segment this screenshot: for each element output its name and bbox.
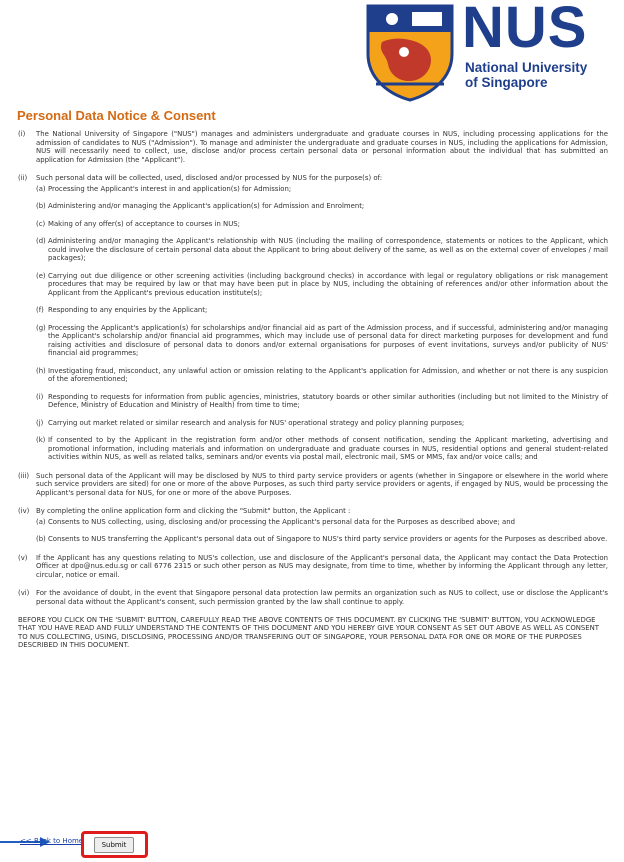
purpose-item [36,367,608,384]
item-text: Carrying out due diligence or other screening activities (including background checks) in accordance with legal or regulatory obligations or risk management procedures that may be required by law or that may have been put in place by NUS, including the obtaining of references and/or other information about the Applicant from the Applicant's previous education institute(s); [48,271,608,297]
item-number: (h) [36,366,46,375]
university-name [465,60,587,90]
section-number: (iv) [18,507,30,515]
nus-logo [364,2,614,102]
purpose-item [36,237,608,263]
item-text: Responding to any enquiries by the Applicant; [48,306,208,314]
section-iii [18,472,608,498]
purpose-item [36,185,608,194]
section-number: (ii) [18,174,28,182]
section-intro: Such personal data will be collected, used, disclosed and/or processed by NUS for the purpose(s) of: [36,174,383,182]
item-text: Processing the Applicant's interest in and application(s) for Admission; [48,184,292,193]
section-number: (vi) [18,589,30,597]
consent-item [36,535,608,544]
section-v [18,554,608,580]
section-ii [18,174,608,462]
section-vi [18,589,608,606]
section-iv [18,507,608,544]
item-number: (i) [36,392,44,401]
item-number: (b) [36,202,46,210]
section-number: (iii) [18,471,30,480]
item-text: Administering and/or managing the Applicant's application(s) for Admission and Enrolment; [48,202,365,210]
item-number: (a) [36,184,46,193]
nus-crest-icon [364,2,456,102]
section-i [18,130,608,164]
item-text: If consented to by the Applicant in the registration form and/or other methods of consent notification, sending the Applicant marketing, advertising and promotional information, including materials and information on undergraduate and graduate courses in NUS, residential options and general student-related activities within NUS, as well as related talks, seminars and/or events via postal mail, electronic mail, SMS or MMS, fax and/or voice calls; and [48,436,608,461]
section-number: (v) [18,553,28,562]
section-body [36,174,608,462]
item-text: Investigating fraud, misconduct, any unlawful action or omission relating to the Applicant's application for Admission, and whether or not there is any suspicion of the aforementioned; [48,366,608,383]
consent-item [36,518,608,527]
item-text: Administering and/or managing the Applicant's relationship with NUS (including the mailing of correspondence, statements or notices to the Applicant, which could involve the disclosure of certain personal data about the Applicant to bring about delivery of the same, as well as on the external cover of envelopes / mail packages); [48,237,608,262]
university-name-line1: National University [465,60,588,75]
notice-body [18,130,608,650]
section-text: For the avoidance of doubt, in the event that Singapore personal data protection law permits an organization such as NUS to collect, use or disclose the Applicant's personal data without the Applicant's consent, such permission granted by the law shall continue to apply. [36,589,608,606]
form-footer [0,826,624,862]
item-number: (a) [36,517,46,526]
page-title: Personal Data Notice & Consent [17,108,216,123]
nus-wordmark: NUS [462,0,588,60]
purpose-item [36,272,608,298]
purpose-item [36,220,608,229]
item-number: (d) [36,237,46,245]
item-number: (b) [36,535,46,543]
section-body [36,507,608,544]
item-number: (j) [36,418,44,427]
purpose-item [36,393,608,410]
purpose-item [36,202,608,211]
purpose-item [36,436,608,462]
university-name-line2: of Singapore [465,75,548,90]
purpose-item [36,306,608,315]
item-number: (f) [36,306,44,314]
item-text: Responding to requests for information from public agencies, ministries, statutory boards or other similar authorities (including but not limited to the Ministry of Defence, Ministry of Education and Ministry of Health) from time to time; [48,392,608,409]
item-number: (e) [36,271,46,280]
section-number: (i) [18,130,26,138]
item-number: (g) [36,323,46,332]
back-to-home-link[interactable]: << Back to Home [20,837,84,845]
section-text: The National University of Singapore ("NUS") manages and administers undergraduate and graduate courses in NUS, including processing applications for the admission of candidates to NUS ("Admission"). To manage and administer the undergraduate and graduate courses in NUS, including the applications for Admission, NUS will necessarily need to collect, use, disclose and/or process certain personal data or personal information about the individual that has submitted an application for Admission (the "Applicant"). [36,130,608,164]
item-text: Consents to NUS collecting, using, disclosing and/or processing the Applicant's personal data for the Purposes as described above; and [48,517,515,526]
submit-button[interactable]: Submit [94,837,134,853]
purpose-item [36,324,608,358]
section-intro: By completing the online application form and clicking the "Submit" button, the Applicant : [36,507,351,515]
section-text: If the Applicant has any questions relating to NUS's collection, use and disclosure of the Applicant's personal data, the Applicant may contact the Data Protection Officer at dpo@nus.edu.sg or call 6776 2315 or such other person as NUS may designate, from time to time, whether by informing the Applicant through any letter, circular, notice or email. [36,553,608,579]
purpose-item [36,419,608,428]
item-text: Consents to NUS transferring the Applicant's personal data out of Singapore to NUS's third party service providers or agents for the Purposes as described above. [48,535,608,543]
section-text: Such personal data of the Applicant will may be disclosed by NUS to third party service providers or agents (whether in Singapore or elsewhere in the world where such service providers are sited) for one or more of the above Purposes, as such third party service providers or agents, if engaged by NUS, would be processing the Applicant's personal data for NUS, for one or more of the above Purposes. [36,471,608,497]
item-number: (k) [36,436,46,444]
item-text: Carrying out market related or similar research and analysis for NUS' operational strategy and policy planning purposes; [48,418,465,427]
item-number: (c) [36,219,46,228]
item-text: Making of any offer(s) of acceptance to courses in NUS; [48,219,240,228]
item-text: Processing the Applicant's application(s) for scholarships and/or financial aid as part of the Admission process, and if successful, administering and/or managing the Applicant's scholarship and/or financial aid programmes, which may include use of personal data for direct marketing purposes for development and fund raising activities and disclosure of personal data to donors and/or external organisations for purposes of event invitations, surveys and/or publicity of NUS' financial aid programmes; [48,323,608,357]
consent-statement: BEFORE YOU CLICK ON THE 'SUBMIT' BUTTON, CAREFULLY READ THE ABOVE CONTENTS OF THIS DOCUMENT. BY CLICKING THE 'SUBMIT' BUTTON, YOU ACKNOWLEDGE THAT YOU HAVE READ AND FULLY UNDERSTAND THE CONTENTS OF THIS DOCUMENT AND YOU HEREBY GIVE YOUR CONSENT AS SET OUT ABOVE AS WELL AS CONSENT TO NUS COLLECTING, USING, DISCLOSING, PROCESSING AND/OR TRANSFERING OUT OF SINGAPORE, YOUR PERSONAL DATA FOR ONE OR MORE OF THE PURPOSES DESCRIBED IN THIS DOCUMENT. [18,616,600,650]
